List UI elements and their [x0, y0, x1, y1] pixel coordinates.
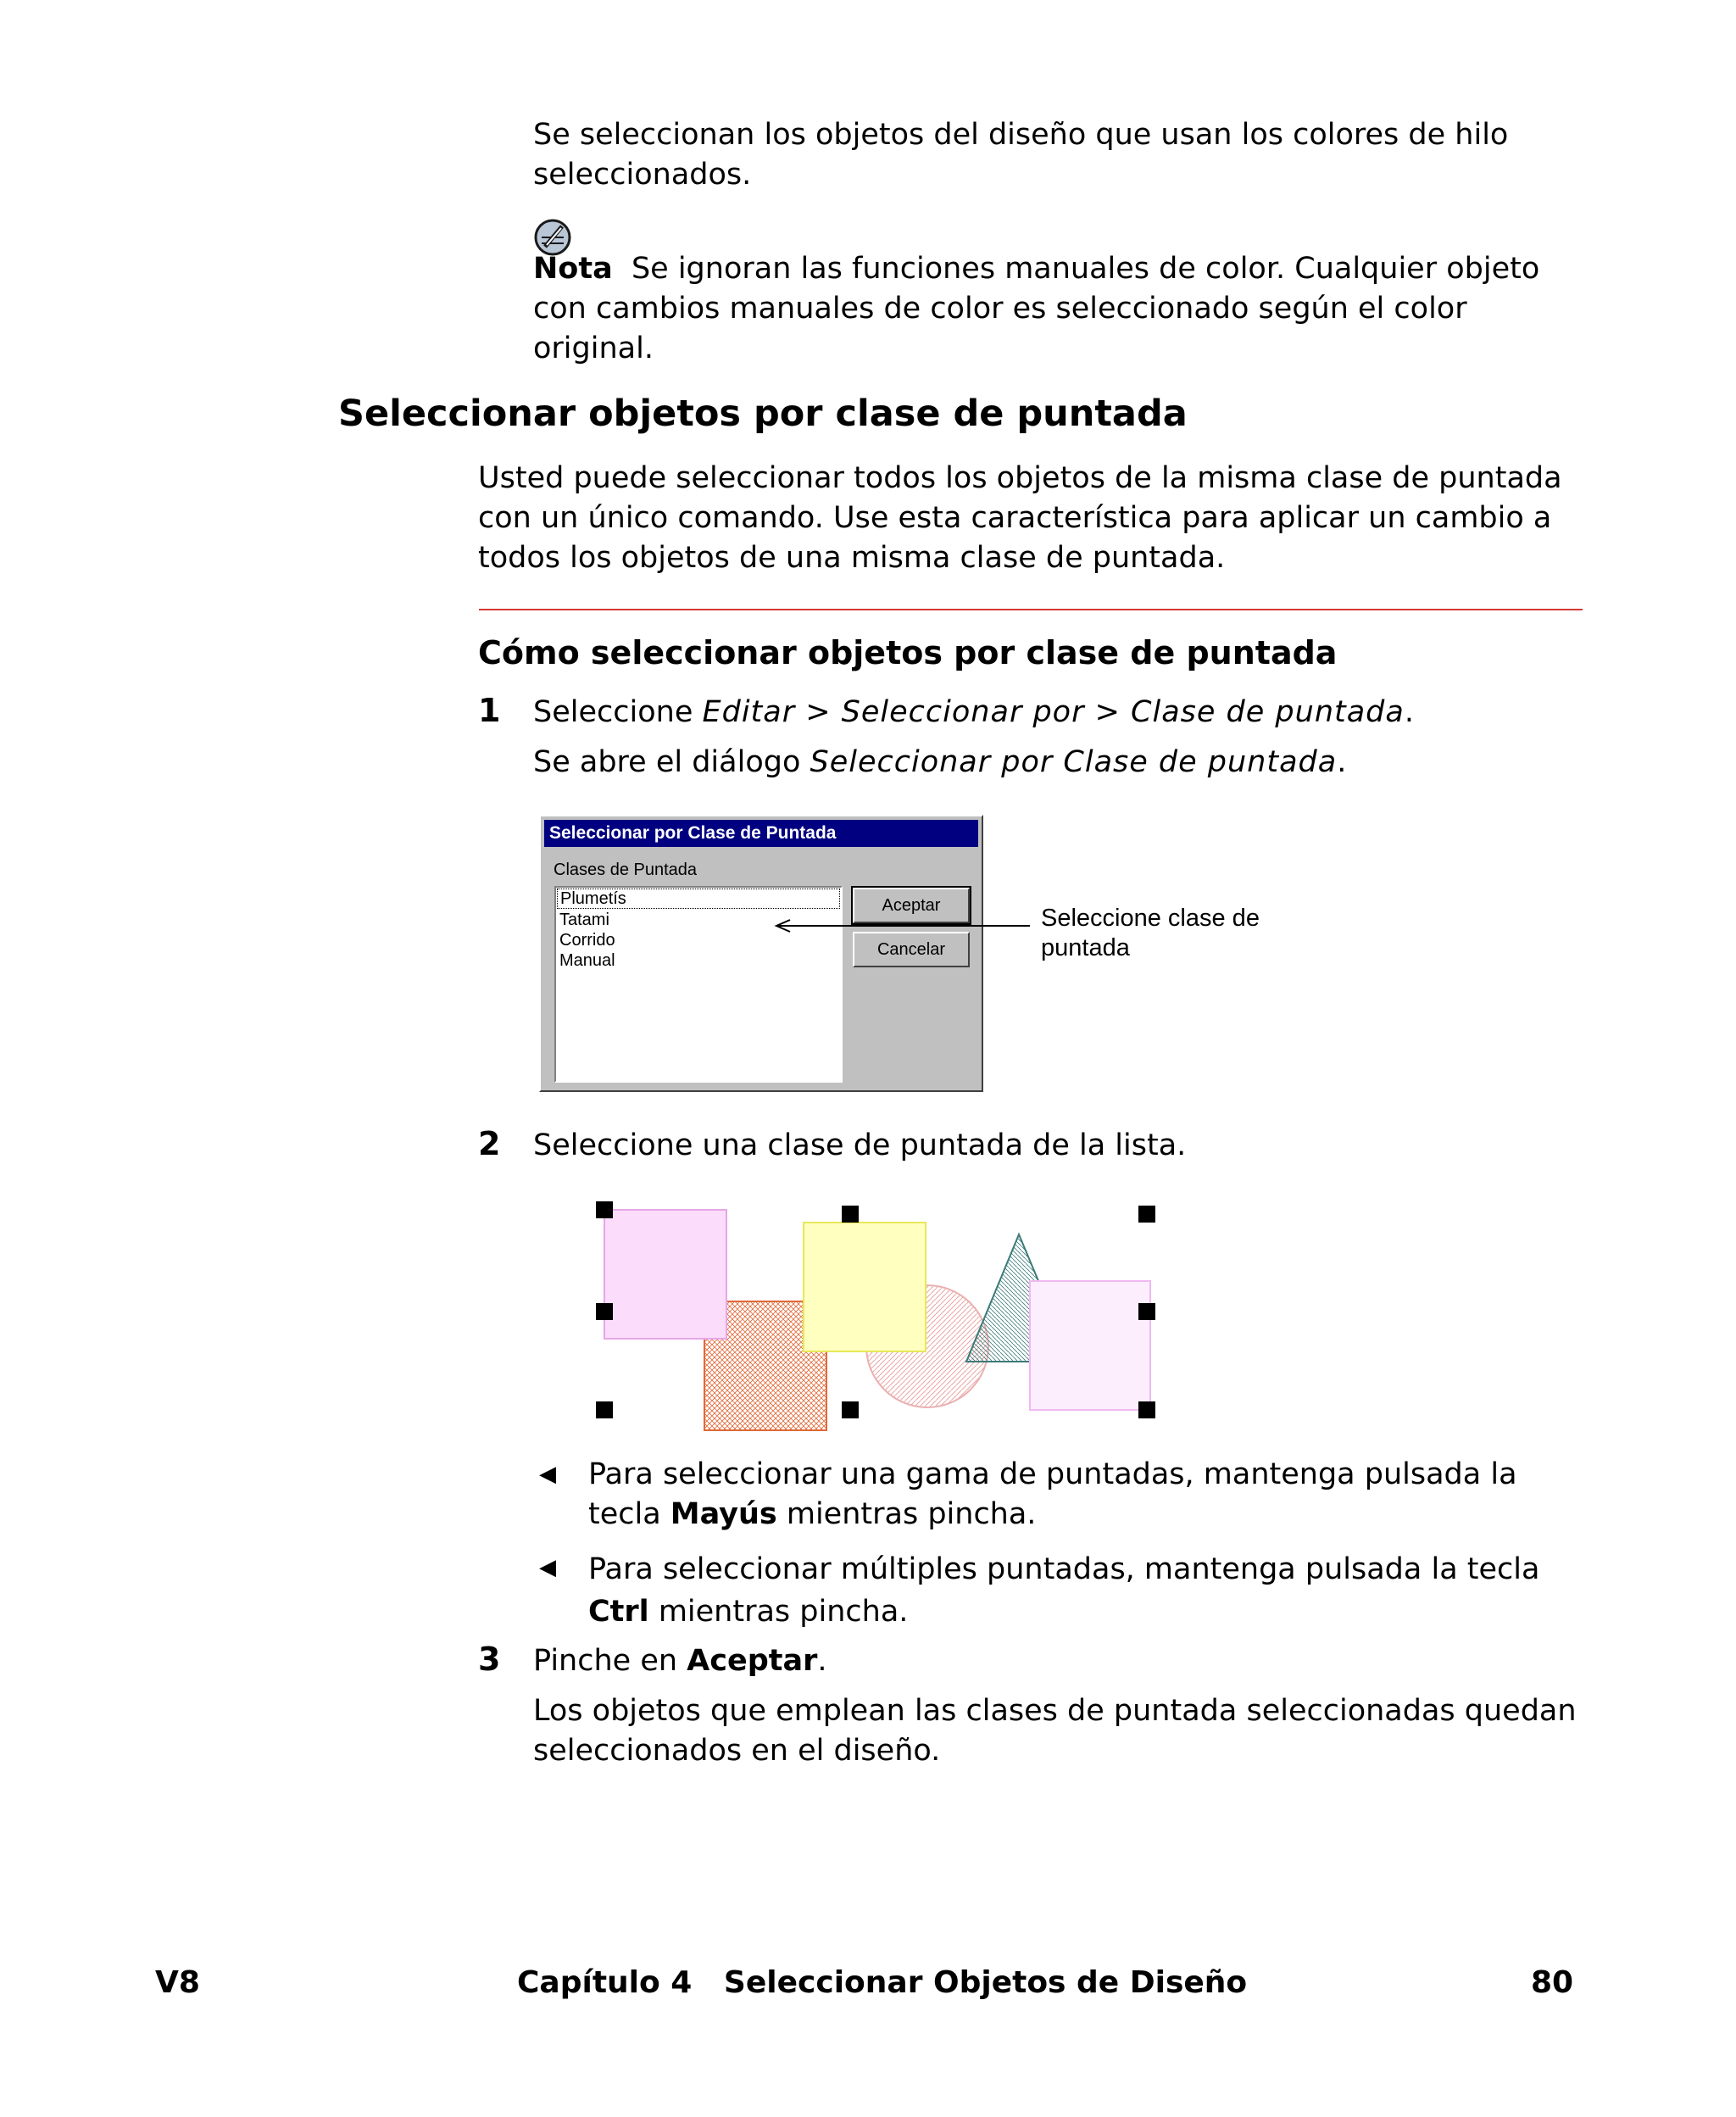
callout-arrow	[771, 916, 1034, 936]
howto-heading: Cómo seleccionar objetos por clase de puntada	[478, 634, 1338, 671]
selection-handle	[1138, 1303, 1155, 1320]
intro-paragraph: Se seleccionan los objetos del diseño que usan los colores de hilo seleccionados.	[533, 118, 1509, 192]
bullet-marker-icon: ◀	[539, 1555, 556, 1580]
step-1-pre: Seleccione	[533, 695, 703, 729]
bullet-1-key: Mayús	[670, 1497, 777, 1531]
stitch-objects-illustration	[585, 1187, 1170, 1441]
light-pink-square-object	[1030, 1281, 1150, 1410]
step-1-result-post: .	[1337, 745, 1347, 779]
step-3-post: .	[817, 1644, 827, 1678]
callout-label: Seleccione clase de puntada	[1041, 905, 1260, 961]
bullet-1	[588, 1455, 1597, 1535]
bullet-2-key: Ctrl	[588, 1595, 649, 1629]
step-1-result-dialog-name: Seleccionar por Clase de puntada	[810, 745, 1338, 779]
bullet-2	[588, 1548, 1597, 1633]
selection-handle	[842, 1206, 859, 1223]
list-item[interactable]: Manual	[559, 951, 615, 970]
step-2-number: 2	[478, 1125, 501, 1162]
selection-handle	[596, 1201, 613, 1218]
note-label: Nota	[533, 252, 613, 286]
step-3-number: 3	[478, 1641, 501, 1678]
list-label: Clases de Puntada	[554, 861, 698, 879]
step-3-pre: Pinche en	[533, 1644, 687, 1678]
step-3-text	[533, 1641, 1593, 1681]
footer-chapter: Capítulo 4 Seleccionar Objetos de Diseño	[517, 1965, 1248, 2000]
step-1-number: 1	[478, 692, 501, 729]
selection-handle	[1138, 1206, 1155, 1223]
select-by-stitch-type-dialog	[539, 815, 983, 1092]
pink-square-object	[604, 1210, 726, 1339]
bullet-marker-icon: ◀	[539, 1462, 556, 1487]
list-item[interactable]: Tatami	[559, 911, 609, 929]
step-3-result: Los objetos que emplean las clases de puntada seleccionadas quedan seleccionados en el diseño.	[533, 1694, 1577, 1768]
section-paragraph: Usted puede seleccionar todos los objetos de la misma clase de puntada con un único comando. Use esta característica para aplicar un cambio a todos los objetos de una misma clase de puntada.	[478, 461, 1562, 575]
section-heading: Seleccionar objetos por clase de puntada	[338, 393, 1188, 435]
cancel-button[interactable]: Cancelar	[853, 932, 970, 967]
dialog-title: Seleccionar por Clase de Puntada	[544, 820, 978, 847]
note	[533, 249, 1593, 369]
step-1-result-pre: Se abre el diálogo	[533, 745, 810, 779]
footer-page-number: 80	[1531, 1965, 1574, 2000]
selection-handle	[596, 1401, 613, 1418]
step-1-text	[533, 693, 1593, 733]
step-1-menu-path: Editar > Seleccionar por > Clase de puntada	[702, 695, 1405, 729]
bullet-1-pre: Para seleccionar una gama de puntadas, mantenga pulsada la tecla	[588, 1457, 1517, 1531]
selection-handle	[596, 1303, 613, 1320]
step-3-key: Aceptar	[687, 1644, 818, 1678]
bullet-2-post: mientras pincha.	[648, 1595, 909, 1629]
step-1-result	[533, 743, 1593, 783]
yellow-square-object	[804, 1223, 926, 1351]
selection-handle	[1138, 1401, 1155, 1418]
step-2-text: Seleccione una clase de puntada de la lista.	[533, 1128, 1187, 1162]
list-item[interactable]: Plumetís	[557, 889, 840, 909]
selection-handle	[842, 1401, 859, 1418]
step-1-post: .	[1404, 695, 1414, 729]
footer-version: V8	[155, 1965, 200, 2000]
bullet-2-pre: Para seleccionar múltiples puntadas, mantenga pulsada la tecla	[588, 1552, 1540, 1586]
note-text: Se ignoran las funciones manuales de color. Cualquier objeto con cambios manuales de color es seleccionado según el color original.	[533, 252, 1540, 365]
list-item[interactable]: Corrido	[559, 931, 615, 950]
section-divider	[479, 609, 1583, 610]
ok-button[interactable]: Aceptar	[853, 888, 970, 923]
bullet-1-post: mientras pincha.	[776, 1497, 1037, 1531]
